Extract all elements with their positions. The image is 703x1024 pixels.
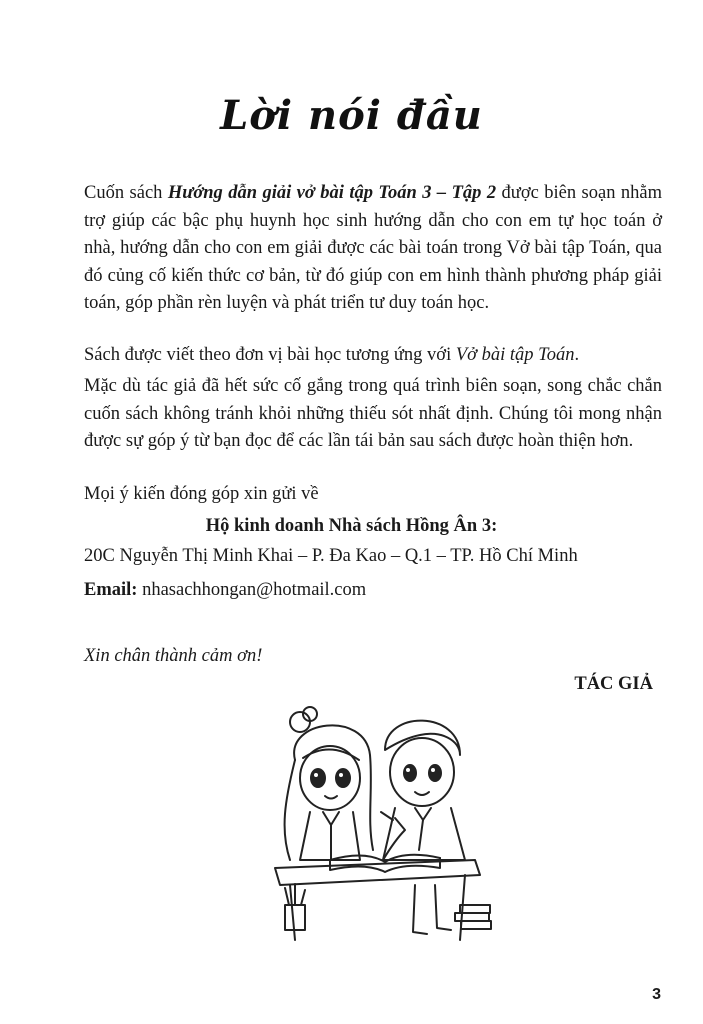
paragraph-2 <box>84 342 662 370</box>
para2-before: Sách được viết theo đơn vị bài học tương ứng với <box>84 345 456 365</box>
children-reading-illustration <box>255 700 495 950</box>
author-signature: TÁC GIẢ <box>574 674 653 694</box>
paragraph-3: Mặc dù tác giả đã hết sức cố gắng trong quá trình biên soạn, song chắc chắn cuốn sách không tránh khỏi những thiếu sót nhất định. Chúng tôi mong nhận được sự góp ý từ bạn đọc để các lần tái bản sau sách được hoàn thiện hơn. <box>84 376 662 451</box>
publisher-address: 20C Nguyễn Thị Minh Khai – P. Đa Kao – Q.1 – TP. Hồ Chí Minh <box>84 546 578 566</box>
page-title: Lời nói đầu <box>220 92 483 139</box>
intro-paragraph <box>84 180 662 327</box>
para2-after: . <box>574 345 580 365</box>
paragraph-4: Mọi ý kiến đóng góp xin gửi về <box>84 484 319 504</box>
email-address[interactable]: nhasachhongan@hotmail.com <box>142 580 367 600</box>
publisher-name: Hộ kinh doanh Nhà sách Hồng Ân 3: <box>205 516 498 536</box>
book-title: Hướng dẫn giải vở bài tập Toán 3 – Tập 2 <box>167 183 497 203</box>
para1-after: được biên soạn nhằm trợ giúp các bậc phụ huynh học sinh hướng dẫn cho con em tự học toán ở nhà, hướng dẫn cho con em giải được các bài toán trong Vở bài tập Toán, qua đó củng cố kiến thức cơ bản, từ đó giúp con em hình thành phương pháp giải toán, góp phần rèn luyện và phát triển tư duy toán học. <box>84 183 662 313</box>
paragraph-4-block <box>84 481 662 518</box>
para1-before: Cuốn sách <box>84 183 168 203</box>
para2-italic: Vở bài tập Toán <box>455 345 575 365</box>
thanks-line: Xin chân thành cảm ơn! <box>84 646 263 666</box>
page-number: 3 <box>652 986 661 1003</box>
email-line <box>84 580 366 601</box>
paragraph-1 <box>84 180 662 318</box>
email-label: Email: <box>84 580 138 600</box>
paragraph-3-block <box>84 373 662 465</box>
